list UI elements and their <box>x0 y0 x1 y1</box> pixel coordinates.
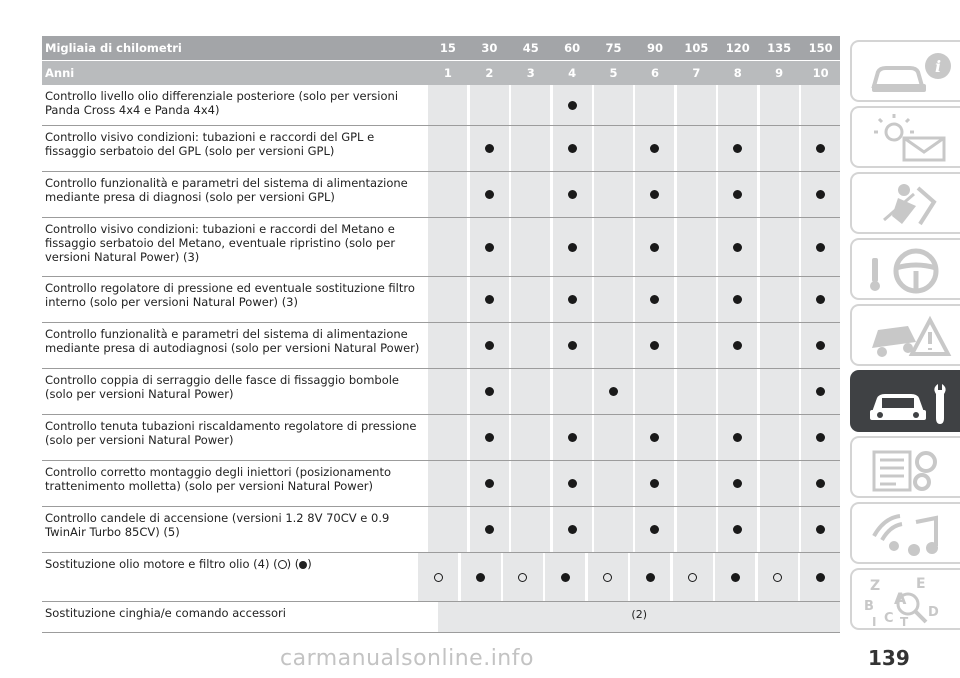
interval-cell <box>801 461 840 506</box>
header-cell: 1 <box>443 66 452 80</box>
filled-dot-icon <box>568 243 577 252</box>
interval-cell <box>418 553 458 601</box>
header-cell: 10 <box>812 66 829 80</box>
interval-cell <box>718 415 757 460</box>
interval-cell <box>503 553 543 601</box>
filled-dot-icon <box>568 101 577 110</box>
filled-dot-icon <box>568 479 577 488</box>
interval-cell <box>760 218 799 276</box>
header-cell: 75 <box>605 41 622 55</box>
filled-dot-icon <box>650 479 659 488</box>
header-label-years: Anni <box>45 66 75 80</box>
interval-cell <box>635 277 674 322</box>
tab-service-maintenance[interactable] <box>850 370 960 432</box>
interval-cell <box>470 277 509 322</box>
interval-cell <box>677 415 716 460</box>
filled-dot-icon <box>485 433 494 442</box>
interval-cell <box>511 218 550 276</box>
interval-cell <box>470 369 509 414</box>
interval-cell <box>635 461 674 506</box>
interval-cell <box>594 369 633 414</box>
tab-technical-data[interactable] <box>850 436 960 498</box>
interval-cell <box>718 461 757 506</box>
interval-cell <box>470 323 509 368</box>
interval-cell <box>545 553 585 601</box>
filled-dot-icon <box>561 573 570 582</box>
filled-dot-icon <box>485 479 494 488</box>
header-cell: 5 <box>609 66 618 80</box>
row-label: Controllo visivo condizioni: tubazioni e raccordi del Metano e fissaggio serbatoio del Metano, eventuale ripristino (solo per versioni Natural Power) (3) <box>45 222 396 264</box>
filled-dot-icon <box>816 295 825 304</box>
row-label: Controllo tenuta tubazioni riscaldamento regolatore di pressione (solo per versioni Natural Power) <box>45 419 417 447</box>
interval-cell <box>801 85 840 125</box>
header-cell: 105 <box>684 41 709 55</box>
filled-dot-icon <box>816 433 825 442</box>
filled-dot-icon <box>568 190 577 199</box>
interval-cell <box>553 126 592 171</box>
interval-cell <box>677 277 716 322</box>
interval-cell <box>673 553 713 601</box>
filled-dot-icon <box>816 387 825 396</box>
table-body <box>42 85 840 553</box>
interval-cell <box>760 85 799 125</box>
tab-multimedia[interactable] <box>850 502 960 564</box>
interval-cell <box>801 369 840 414</box>
filled-dot-icon <box>568 525 577 534</box>
filled-dot-icon <box>485 341 494 350</box>
index-letter-a: A <box>894 589 907 608</box>
oil-row-text-c: ) <box>307 557 312 571</box>
filled-dot-icon <box>476 573 485 582</box>
interval-cell <box>428 126 467 171</box>
interval-cell <box>511 126 550 171</box>
interval-cell <box>758 553 798 601</box>
hollow-circle-icon <box>518 573 527 582</box>
interval-cell <box>470 507 509 552</box>
oil-row-cells <box>416 553 840 601</box>
hollow-circle-icon <box>603 573 612 582</box>
interval-cell <box>511 277 550 322</box>
warning-lights-icon <box>864 114 954 164</box>
belt-note: (2) <box>438 602 840 632</box>
filled-dot-icon <box>650 341 659 350</box>
interval-cell <box>677 507 716 552</box>
filled-dot-icon <box>733 525 742 534</box>
interval-cell <box>428 369 467 414</box>
filled-dot-icon <box>485 525 494 534</box>
interval-cell <box>511 172 550 217</box>
interval-cell <box>594 323 633 368</box>
page-number: 139 <box>868 646 910 670</box>
filled-dot-icon <box>568 295 577 304</box>
header-cell: 8 <box>733 66 742 80</box>
interval-cell <box>553 218 592 276</box>
interval-cell <box>801 218 840 276</box>
interval-cell <box>677 126 716 171</box>
interval-cell <box>594 507 633 552</box>
interval-cell <box>470 218 509 276</box>
header-cell: 7 <box>692 66 701 80</box>
interval-cell <box>553 461 592 506</box>
filled-dot-icon <box>650 190 659 199</box>
interval-cell <box>428 172 467 217</box>
tab-steering[interactable] <box>850 238 960 300</box>
index-letter-b: B <box>864 599 874 614</box>
header-cell: 90 <box>646 41 663 55</box>
filled-dot-icon <box>650 243 659 252</box>
interval-cell <box>635 369 674 414</box>
maintenance-table <box>42 36 840 633</box>
filled-dot-icon <box>485 295 494 304</box>
index-letter-c: C <box>884 611 894 626</box>
table-row <box>42 369 840 415</box>
interval-cell <box>594 126 633 171</box>
tab-car-info[interactable] <box>850 40 960 102</box>
filled-dot-icon <box>733 341 742 350</box>
index-letter-t: T <box>900 615 909 626</box>
filled-dot-icon <box>816 243 825 252</box>
row-label: Sostituzione cinghia/e comando accessori <box>45 606 286 620</box>
oil-row-text-b: ) ( <box>286 557 300 571</box>
filled-dot-icon <box>816 144 825 153</box>
interval-cell <box>677 85 716 125</box>
filled-dot-icon <box>568 144 577 153</box>
interval-cell <box>470 415 509 460</box>
row-label: Controllo corretto montaggio degli iniettori (posizionamento trattenimento molletta) (solo per versioni Natural Power) <box>45 465 391 493</box>
interval-cell <box>801 172 840 217</box>
row-label: Controllo funzionalità e parametri del sistema di alimentazione mediante presa di autodiagnosi (solo per versioni Natural Power) <box>45 327 420 355</box>
interval-cell <box>553 323 592 368</box>
interval-cell <box>718 218 757 276</box>
ring-symbol-icon <box>278 560 287 569</box>
table-row <box>42 415 840 461</box>
table-row <box>42 323 840 369</box>
table-row <box>42 172 840 218</box>
interval-cell <box>801 126 840 171</box>
steering-wheel-icon <box>864 246 954 296</box>
interval-cell <box>760 172 799 217</box>
tab-index[interactable] <box>850 568 960 630</box>
header-cell: 15 <box>439 41 456 55</box>
table-row <box>42 507 840 553</box>
interval-cell <box>594 277 633 322</box>
table-row-belt <box>42 602 840 633</box>
interval-cell <box>470 126 509 171</box>
table-row <box>42 461 840 507</box>
filled-dot-icon <box>733 479 742 488</box>
filled-dot-icon <box>650 525 659 534</box>
filled-dot-icon <box>816 341 825 350</box>
interval-cell <box>760 369 799 414</box>
interval-cell <box>594 218 633 276</box>
header-label-km: Migliaia di chilometri <box>45 41 182 55</box>
header-cell: 6 <box>650 66 659 80</box>
interval-cell <box>718 277 757 322</box>
interval-cell <box>677 323 716 368</box>
interval-cell <box>760 277 799 322</box>
filled-dot-icon <box>485 190 494 199</box>
header-cell: 2 <box>485 66 494 80</box>
interval-cell <box>718 323 757 368</box>
interval-cell <box>760 126 799 171</box>
interval-cell <box>511 415 550 460</box>
header-cell: 120 <box>725 41 750 55</box>
filled-dot-icon <box>650 144 659 153</box>
car-service-icon <box>864 378 954 428</box>
interval-cell <box>428 415 467 460</box>
index-letter-e: E <box>916 576 926 592</box>
interval-cell <box>594 461 633 506</box>
filled-dot-icon <box>731 573 740 582</box>
hollow-circle-icon <box>688 573 697 582</box>
interval-cell <box>470 461 509 506</box>
interval-cell <box>760 415 799 460</box>
interval-cell <box>553 85 592 125</box>
interval-cell <box>428 507 467 552</box>
interval-cell <box>760 461 799 506</box>
header-cell: 150 <box>808 41 833 55</box>
row-label: Controllo candele di accensione (versioni 1.2 8V 70CV e 0.9 TwinAir Turbo 85CV) (5) <box>45 511 390 539</box>
filled-dot-icon <box>816 573 825 582</box>
svg-text:i: i <box>934 57 942 76</box>
header-row-km <box>42 36 840 60</box>
interval-cell <box>801 507 840 552</box>
interval-cell <box>553 172 592 217</box>
interval-cell <box>800 553 840 601</box>
row-label: Controllo visivo condizioni: tubazioni e raccordi del GPL e fissaggio serbatoio del GPL (solo per versioni GPL) <box>45 130 375 158</box>
interval-cell <box>588 553 628 601</box>
tab-emergency[interactable] <box>850 304 960 366</box>
row-label: Controllo coppia di serraggio delle fasce di fissaggio bombole (solo per versioni Natural Power) <box>45 373 400 401</box>
interval-cell <box>635 172 674 217</box>
filled-dot-icon <box>568 433 577 442</box>
interval-cell <box>511 85 550 125</box>
tab-warning-lights[interactable] <box>850 106 960 168</box>
interval-cell <box>553 507 592 552</box>
filled-dot-icon <box>733 144 742 153</box>
table-row <box>42 218 840 277</box>
interval-cell <box>428 85 467 125</box>
filled-dot-icon <box>609 387 618 396</box>
interval-cell <box>801 323 840 368</box>
filled-dot-icon <box>816 479 825 488</box>
index-letter-i: I <box>872 615 877 626</box>
technical-data-icon <box>864 444 954 494</box>
interval-cell <box>511 323 550 368</box>
header-cell: 9 <box>775 66 784 80</box>
interval-cell <box>801 415 840 460</box>
interval-cell <box>553 415 592 460</box>
hollow-circle-icon <box>434 573 443 582</box>
row-label: Controllo funzionalità e parametri del sistema di alimentazione mediante presa di diagnosi (solo per versioni GPL) <box>45 176 408 204</box>
tab-airbag[interactable] <box>850 172 960 234</box>
interval-cell <box>511 461 550 506</box>
index-icon <box>864 576 954 626</box>
interval-cell <box>760 507 799 552</box>
interval-cell <box>677 218 716 276</box>
multimedia-icon <box>864 510 954 560</box>
interval-cell <box>635 323 674 368</box>
header-cell: 30 <box>481 41 498 55</box>
filled-dot-icon <box>816 525 825 534</box>
interval-cell <box>461 553 501 601</box>
filled-dot-icon <box>485 387 494 396</box>
interval-cell <box>718 126 757 171</box>
header-cell: 3 <box>526 66 535 80</box>
filled-dot-icon <box>733 190 742 199</box>
header-cell: 60 <box>564 41 581 55</box>
interval-cell <box>718 172 757 217</box>
filled-dot-icon <box>816 190 825 199</box>
interval-cell <box>801 277 840 322</box>
interval-cell <box>428 461 467 506</box>
header-row-years <box>42 60 840 85</box>
interval-cell <box>594 172 633 217</box>
interval-cell <box>677 172 716 217</box>
table-row <box>42 277 840 323</box>
header-cell: 135 <box>767 41 792 55</box>
interval-cell <box>635 507 674 552</box>
filled-dot-icon <box>650 433 659 442</box>
interval-cell <box>511 507 550 552</box>
watermark: carmanualsonline.info <box>280 646 534 671</box>
row-label: Controllo regolatore di pressione ed eventuale sostituzione filtro interno (solo per versioni Natural Power) (3) <box>45 281 415 309</box>
filled-dot-icon <box>733 433 742 442</box>
interval-cell <box>428 218 467 276</box>
interval-cell <box>428 323 467 368</box>
interval-cell <box>677 461 716 506</box>
interval-cell <box>635 415 674 460</box>
filled-dot-icon <box>568 341 577 350</box>
interval-cell <box>635 218 674 276</box>
filled-dot-icon <box>733 295 742 304</box>
interval-cell <box>718 369 757 414</box>
filled-dot-icon <box>650 295 659 304</box>
interval-cell <box>630 553 670 601</box>
interval-cell <box>718 507 757 552</box>
interval-cell <box>677 369 716 414</box>
interval-cell <box>594 415 633 460</box>
filled-dot-icon <box>485 144 494 153</box>
table-row <box>42 85 840 126</box>
header-cell: 45 <box>522 41 539 55</box>
header-cell: 4 <box>568 66 577 80</box>
interval-cell <box>511 369 550 414</box>
interval-cell <box>470 172 509 217</box>
hollow-circle-icon <box>773 573 782 582</box>
index-letter-z: Z <box>870 578 881 594</box>
row-label <box>42 553 416 601</box>
interval-cell <box>594 85 633 125</box>
interval-cell <box>760 323 799 368</box>
interval-cell <box>635 85 674 125</box>
oil-row-text-a: Sostituzione olio motore e filtro olio (4) ( <box>45 557 278 571</box>
table-row <box>42 553 840 602</box>
table-row <box>42 126 840 172</box>
row-label: Controllo livello olio differenziale posteriore (solo per versioni Panda Cross 4x4 e Panda 4x4) <box>45 89 399 117</box>
filled-dot-icon <box>646 573 655 582</box>
interval-cell <box>553 277 592 322</box>
interval-cell <box>715 553 755 601</box>
interval-cell <box>553 369 592 414</box>
index-letter-d: D <box>928 605 939 620</box>
interval-cell <box>718 85 757 125</box>
interval-cell <box>470 85 509 125</box>
interval-cell <box>635 126 674 171</box>
car-crash-icon <box>864 312 954 362</box>
filled-dot-icon <box>733 243 742 252</box>
filled-dot-icon <box>485 243 494 252</box>
airbag-icon <box>864 180 954 230</box>
car-info-icon <box>864 48 954 98</box>
interval-cell <box>428 277 467 322</box>
